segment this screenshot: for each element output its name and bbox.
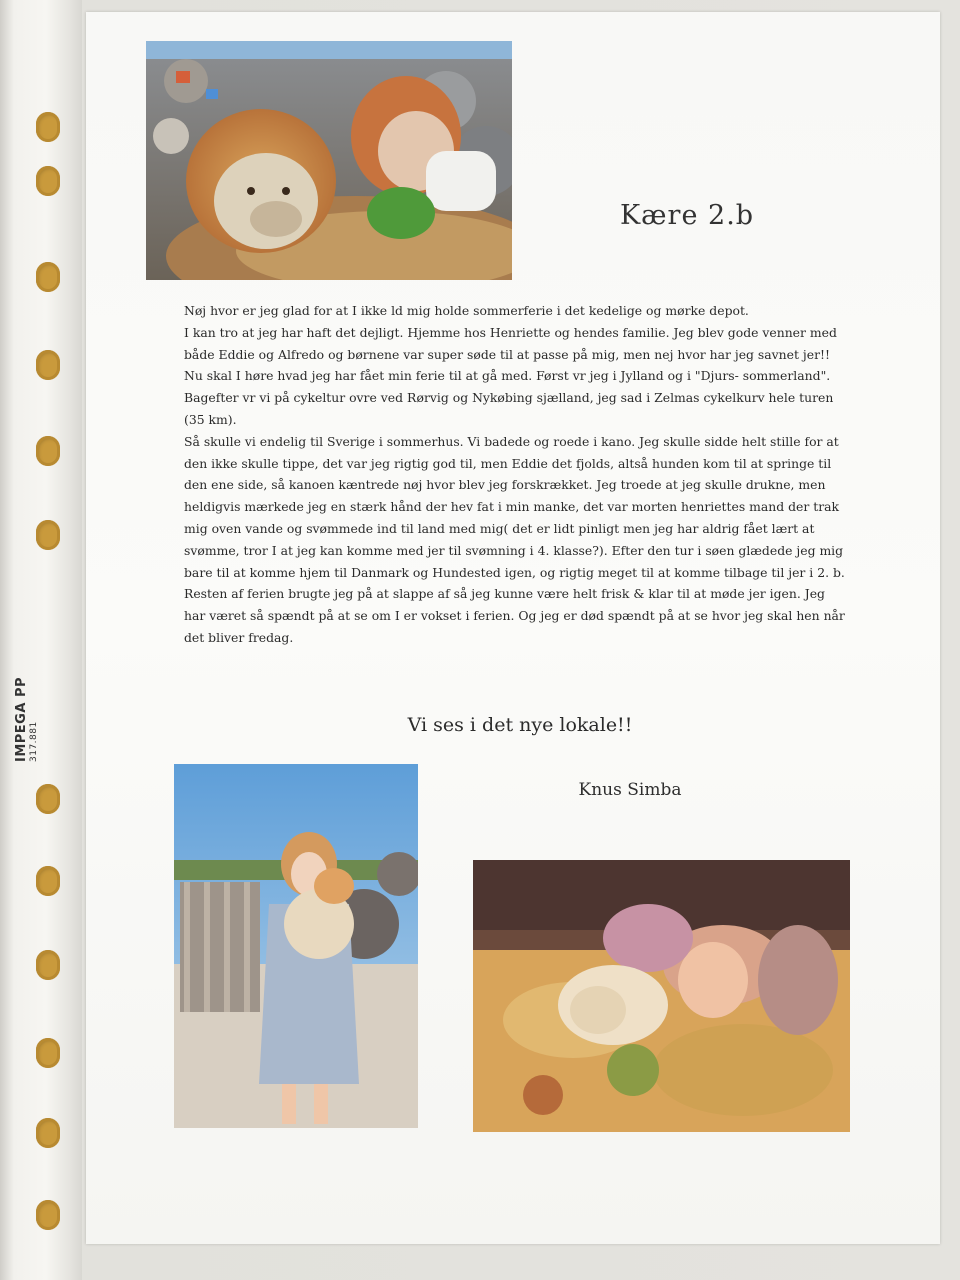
photo-beach-image	[174, 764, 418, 1128]
letter-paragraph: I kan tro at jeg har haft det dejligt. Hjemme hos Henriette og hendes familie. Jeg blev gode venner med både Eddie og Alfredo og børnene var super søde til at passe på mig, men nej hvor har jeg savnet jer!!	[184, 324, 837, 362]
letter-body	[184, 300, 849, 649]
sleeve-punched-strip	[0, 0, 82, 1280]
letter-signature: Knus Simba	[578, 780, 682, 800]
photo-girl-with-lion-on-rocks	[146, 41, 512, 280]
punch-hole	[36, 1118, 60, 1148]
photo-rocks-image	[146, 41, 512, 280]
letter-paragraph: Så skulle vi endelig til Sverige i sommerhus. Vi badede og roede i kano. Jeg skulle sidde helt stille for at den ikke skulle tippe, det var jeg rigtig god til, men Eddie det fjolds, altså hunden kom til at springe til den ene side, så kanoen kæntrede nøj hvor blev jeg forskrækket. Jeg troede at jeg skulle drukne, men heldigvis mærkede jeg en stærk hånd der hev fat i min manke, det var morten henriettes mand der trak mig oven vande og svømmede ind til land med mig( det er lidt pinligt men jeg har aldrig fået lært at svømme, tror I at jeg kan komme med jer til svømning i 4. klasse?). Efter den tur i søen glædede jeg mig bare til at komme hjem til Danmark og Hundested igen, og rigtig meget til at komme tilbage til jer i 2. b. Resten af ferien brugte jeg på at slappe af så jeg kunne være helt frisk & klar til at møde jer igen. Jeg har været så spændt på at se om I er vokset i ferien. Og jeg er død spændt på at se hvor jeg skal hen når det bliver fredag.	[184, 433, 845, 645]
sleeve-code: 317.881	[29, 721, 39, 762]
photo-bed-image	[473, 860, 850, 1132]
letter-closing: Vi ses i det nye lokale!!	[407, 714, 633, 736]
punch-hole	[36, 166, 60, 196]
punch-hole	[36, 436, 60, 466]
sleeve-material: PP	[14, 676, 29, 698]
sleeve-brand-print	[14, 612, 38, 762]
punch-hole	[36, 112, 60, 142]
punch-hole	[36, 1200, 60, 1230]
punch-hole	[36, 1038, 60, 1068]
punch-hole	[36, 866, 60, 896]
photo-girl-on-beach	[174, 764, 418, 1128]
photo-sleeping-child-with-lion	[473, 860, 850, 1132]
punch-hole	[36, 784, 60, 814]
letter-greeting: Kære 2.b	[620, 200, 755, 231]
punch-hole	[36, 950, 60, 980]
punch-hole	[36, 350, 60, 380]
letter-paragraph: Nu skal I høre hvad jeg har fået min ferie til at gå med. Først vr jeg i Jylland og i "Djurs- sommerland". Bagefter vr vi på cykeltur ovre ved Rørvig og Nykøbing sjælland, jeg sad i Zelmas cykelkurv hele turen (35 km).	[184, 368, 834, 427]
punch-hole	[36, 520, 60, 550]
sleeve-brand: IMPEGA	[14, 702, 29, 762]
punch-hole	[36, 262, 60, 292]
letter-paragraph: Nøj hvor er jeg glad for at I ikke ld mig holde sommerferie i det kedelige og mørke depot.	[184, 303, 749, 318]
